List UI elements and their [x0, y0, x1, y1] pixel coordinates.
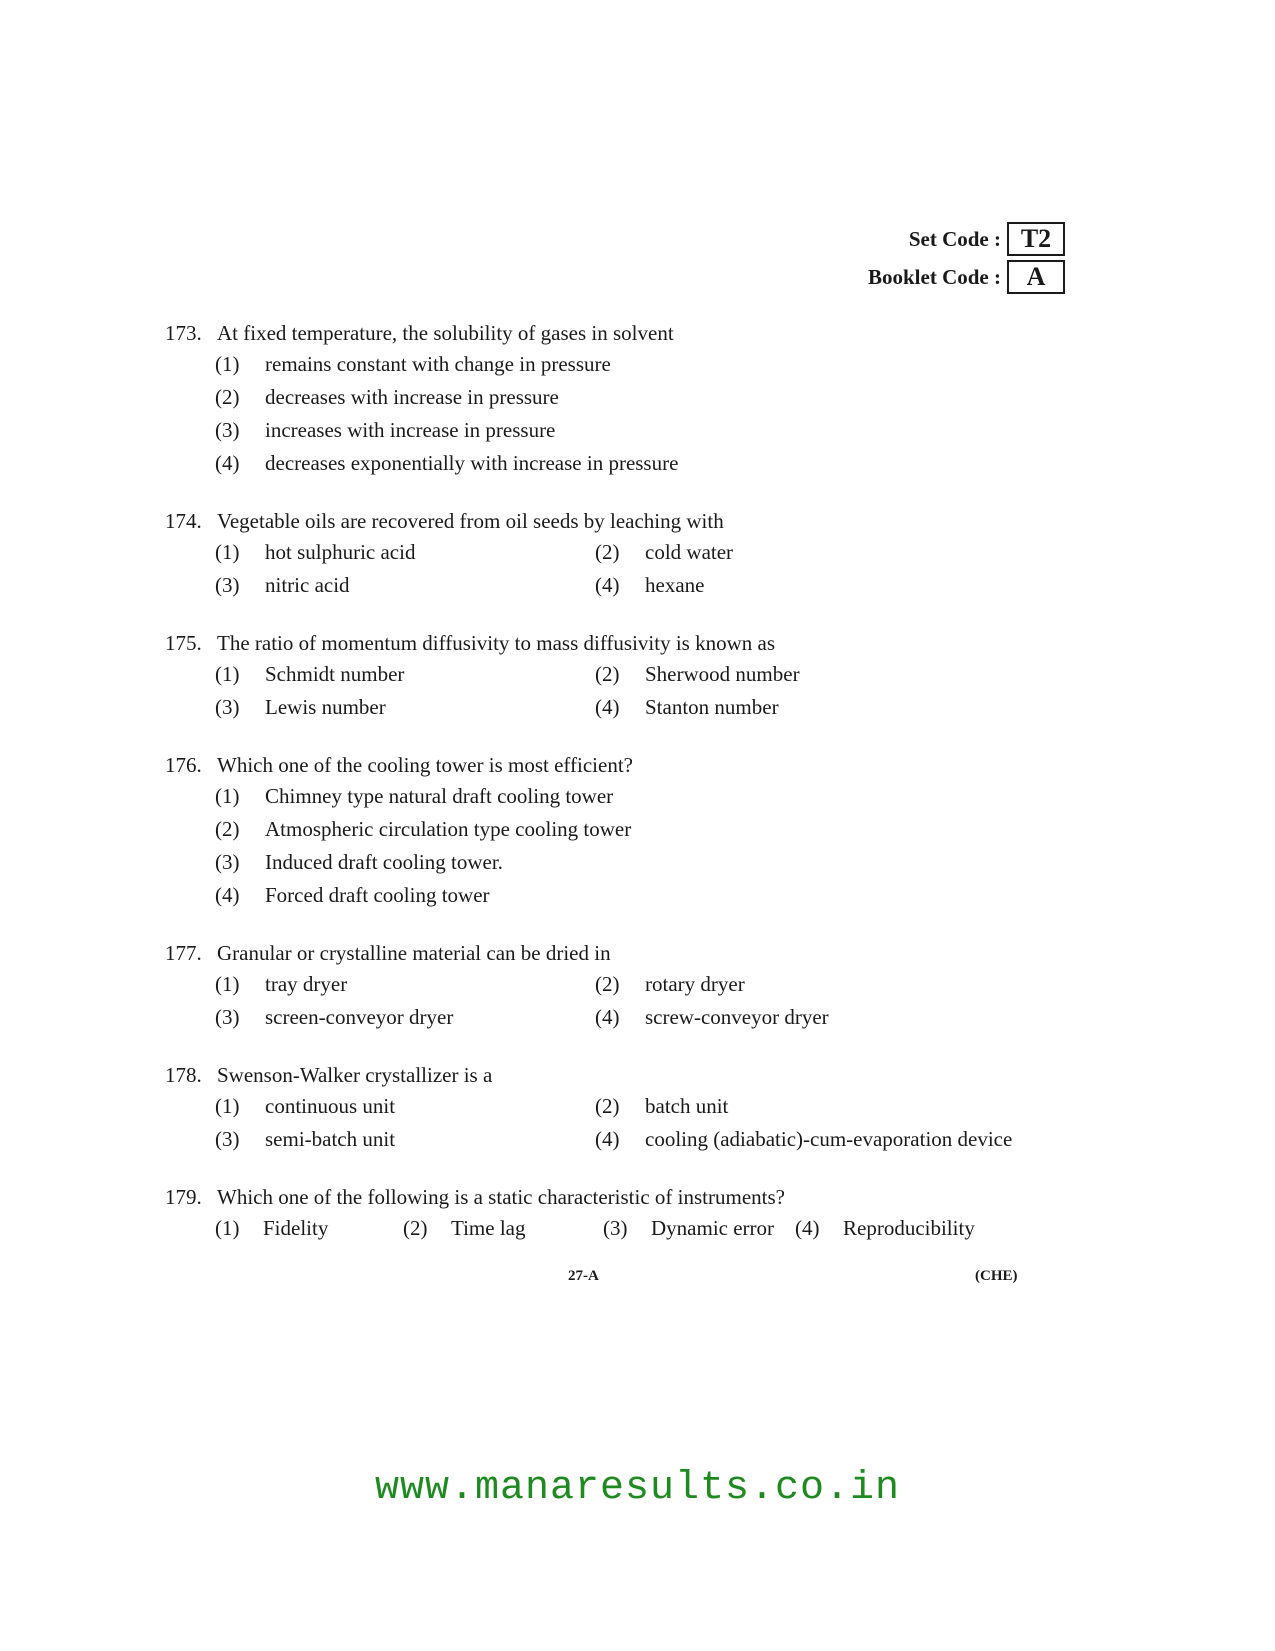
option-number: (4)	[595, 695, 620, 719]
option-number: (1)	[215, 1094, 240, 1118]
option-text: Induced draft cooling tower.	[265, 850, 503, 874]
option-text: tray dryer	[265, 972, 348, 996]
booklet-code-box: A	[1007, 260, 1065, 294]
booklet-code-row	[868, 260, 1065, 294]
question-number: 177.	[165, 941, 202, 965]
option-text: Forced draft cooling tower	[265, 883, 490, 907]
question-177	[165, 938, 1065, 1034]
option	[215, 780, 1065, 813]
option	[403, 1212, 603, 1245]
code-block	[868, 222, 1065, 298]
option	[595, 968, 1065, 1001]
option-text: hot sulphuric acid	[265, 540, 416, 564]
option-text: hexane	[645, 573, 705, 597]
option	[215, 536, 595, 569]
option-number: (1)	[215, 784, 240, 808]
option-text: Atmospheric circulation type cooling tower	[265, 817, 632, 841]
option-number: (1)	[215, 662, 240, 686]
option-number: (1)	[215, 1216, 240, 1240]
question-176	[165, 750, 1065, 912]
option-text: cold water	[645, 540, 734, 564]
option-text: Lewis number	[265, 695, 386, 719]
option	[603, 1212, 795, 1245]
question-174	[165, 506, 1065, 602]
option	[595, 1090, 1065, 1123]
option-number: (3)	[603, 1216, 628, 1240]
question-text: Vegetable oils are recovered from oil seeds by leaching with	[217, 509, 724, 533]
question-text: Which one of the following is a static characteristic of instruments?	[217, 1185, 785, 1209]
option-number: (1)	[215, 972, 240, 996]
question-text: Swenson-Walker crystallizer is a	[217, 1063, 493, 1087]
option	[215, 879, 1065, 912]
option-text: nitric acid	[265, 573, 350, 597]
option	[215, 1090, 595, 1123]
option-number: (1)	[215, 540, 240, 564]
option-text: batch unit	[645, 1094, 729, 1118]
option-number: (3)	[215, 418, 240, 442]
option	[215, 569, 595, 602]
question-175	[165, 628, 1065, 724]
option-text: decreases with increase in pressure	[265, 385, 559, 409]
question-list	[165, 318, 1065, 1271]
option-text: Stanton number	[645, 695, 779, 719]
option-number: (2)	[595, 540, 620, 564]
option-text: Chimney type natural draft cooling tower	[265, 784, 614, 808]
question-number: 179.	[165, 1185, 202, 1209]
option	[215, 1123, 595, 1156]
question-text: Which one of the cooling tower is most efficient?	[217, 753, 633, 777]
option-number: (4)	[215, 451, 240, 475]
option-text: remains constant with change in pressure	[265, 352, 611, 376]
question-number: 178.	[165, 1063, 202, 1087]
option	[215, 813, 1065, 846]
option	[215, 348, 1065, 381]
option-number: (2)	[595, 972, 620, 996]
option-text: Schmidt number	[265, 662, 405, 686]
option-text: increases with increase in pressure	[265, 418, 556, 442]
question-number: 174.	[165, 509, 202, 533]
option	[595, 691, 1065, 724]
option	[215, 968, 595, 1001]
option-number: (1)	[215, 352, 240, 376]
question-178	[165, 1060, 1065, 1156]
question-text: At fixed temperature, the solubility of gases in solvent	[217, 321, 674, 345]
option	[595, 1123, 1065, 1156]
option	[595, 658, 1065, 691]
option	[595, 536, 1065, 569]
option-number: (3)	[215, 1005, 240, 1029]
question-173	[165, 318, 1065, 480]
subject-code: (CHE)	[975, 1268, 1018, 1284]
option-number: (4)	[595, 573, 620, 597]
option-number: (4)	[595, 1127, 620, 1151]
option-number: (2)	[595, 1094, 620, 1118]
option-number: (3)	[215, 1127, 240, 1151]
website-watermark: www.manaresults.co.in	[374, 1466, 901, 1511]
option	[215, 846, 1065, 879]
option-number: (3)	[215, 850, 240, 874]
set-code-row	[868, 222, 1065, 256]
option	[215, 658, 595, 691]
option-text: Dynamic error	[651, 1216, 775, 1240]
option	[595, 1001, 1065, 1034]
set-code-box: T2	[1007, 222, 1065, 256]
option-text: cooling (adiabatic)-cum-evaporation device	[645, 1127, 1013, 1151]
option	[215, 1212, 403, 1245]
question-179	[165, 1182, 1065, 1245]
option-number: (4)	[795, 1216, 820, 1240]
option	[215, 381, 1065, 414]
option-number: (2)	[215, 385, 240, 409]
question-number: 176.	[165, 753, 202, 777]
option-text: Sherwood number	[645, 662, 800, 686]
option-number: (2)	[215, 817, 240, 841]
option-text: decreases exponentially with increase in pressure	[265, 451, 679, 475]
booklet-code-label: Booklet Code :	[868, 264, 1001, 289]
question-text: Granular or crystalline material can be dried in	[217, 941, 611, 965]
option-number: (3)	[215, 573, 240, 597]
question-text: The ratio of momentum diffusivity to mass diffusivity is known as	[217, 631, 776, 655]
option	[215, 447, 1065, 480]
option	[215, 414, 1065, 447]
option-text: screw-conveyor dryer	[645, 1005, 829, 1029]
option-text: semi-batch unit	[265, 1127, 396, 1151]
option-text: screen-conveyor dryer	[265, 1005, 454, 1029]
option	[215, 691, 595, 724]
option-text: Fidelity	[263, 1216, 329, 1240]
set-code-label: Set Code :	[908, 226, 1001, 251]
option-number: (3)	[215, 695, 240, 719]
option-text: Time lag	[451, 1216, 526, 1240]
option-number: (2)	[403, 1216, 428, 1240]
option-number: (2)	[595, 662, 620, 686]
question-number: 173.	[165, 321, 202, 345]
option-number: (4)	[595, 1005, 620, 1029]
question-number: 175.	[165, 631, 202, 655]
option	[795, 1212, 975, 1245]
option-number: (4)	[215, 883, 240, 907]
option-text: continuous unit	[265, 1094, 396, 1118]
option	[215, 1001, 595, 1034]
option-text: Reproducibility	[843, 1216, 975, 1240]
option-text: rotary dryer	[645, 972, 745, 996]
page-code: 27-A	[568, 1268, 599, 1284]
option	[595, 569, 1065, 602]
